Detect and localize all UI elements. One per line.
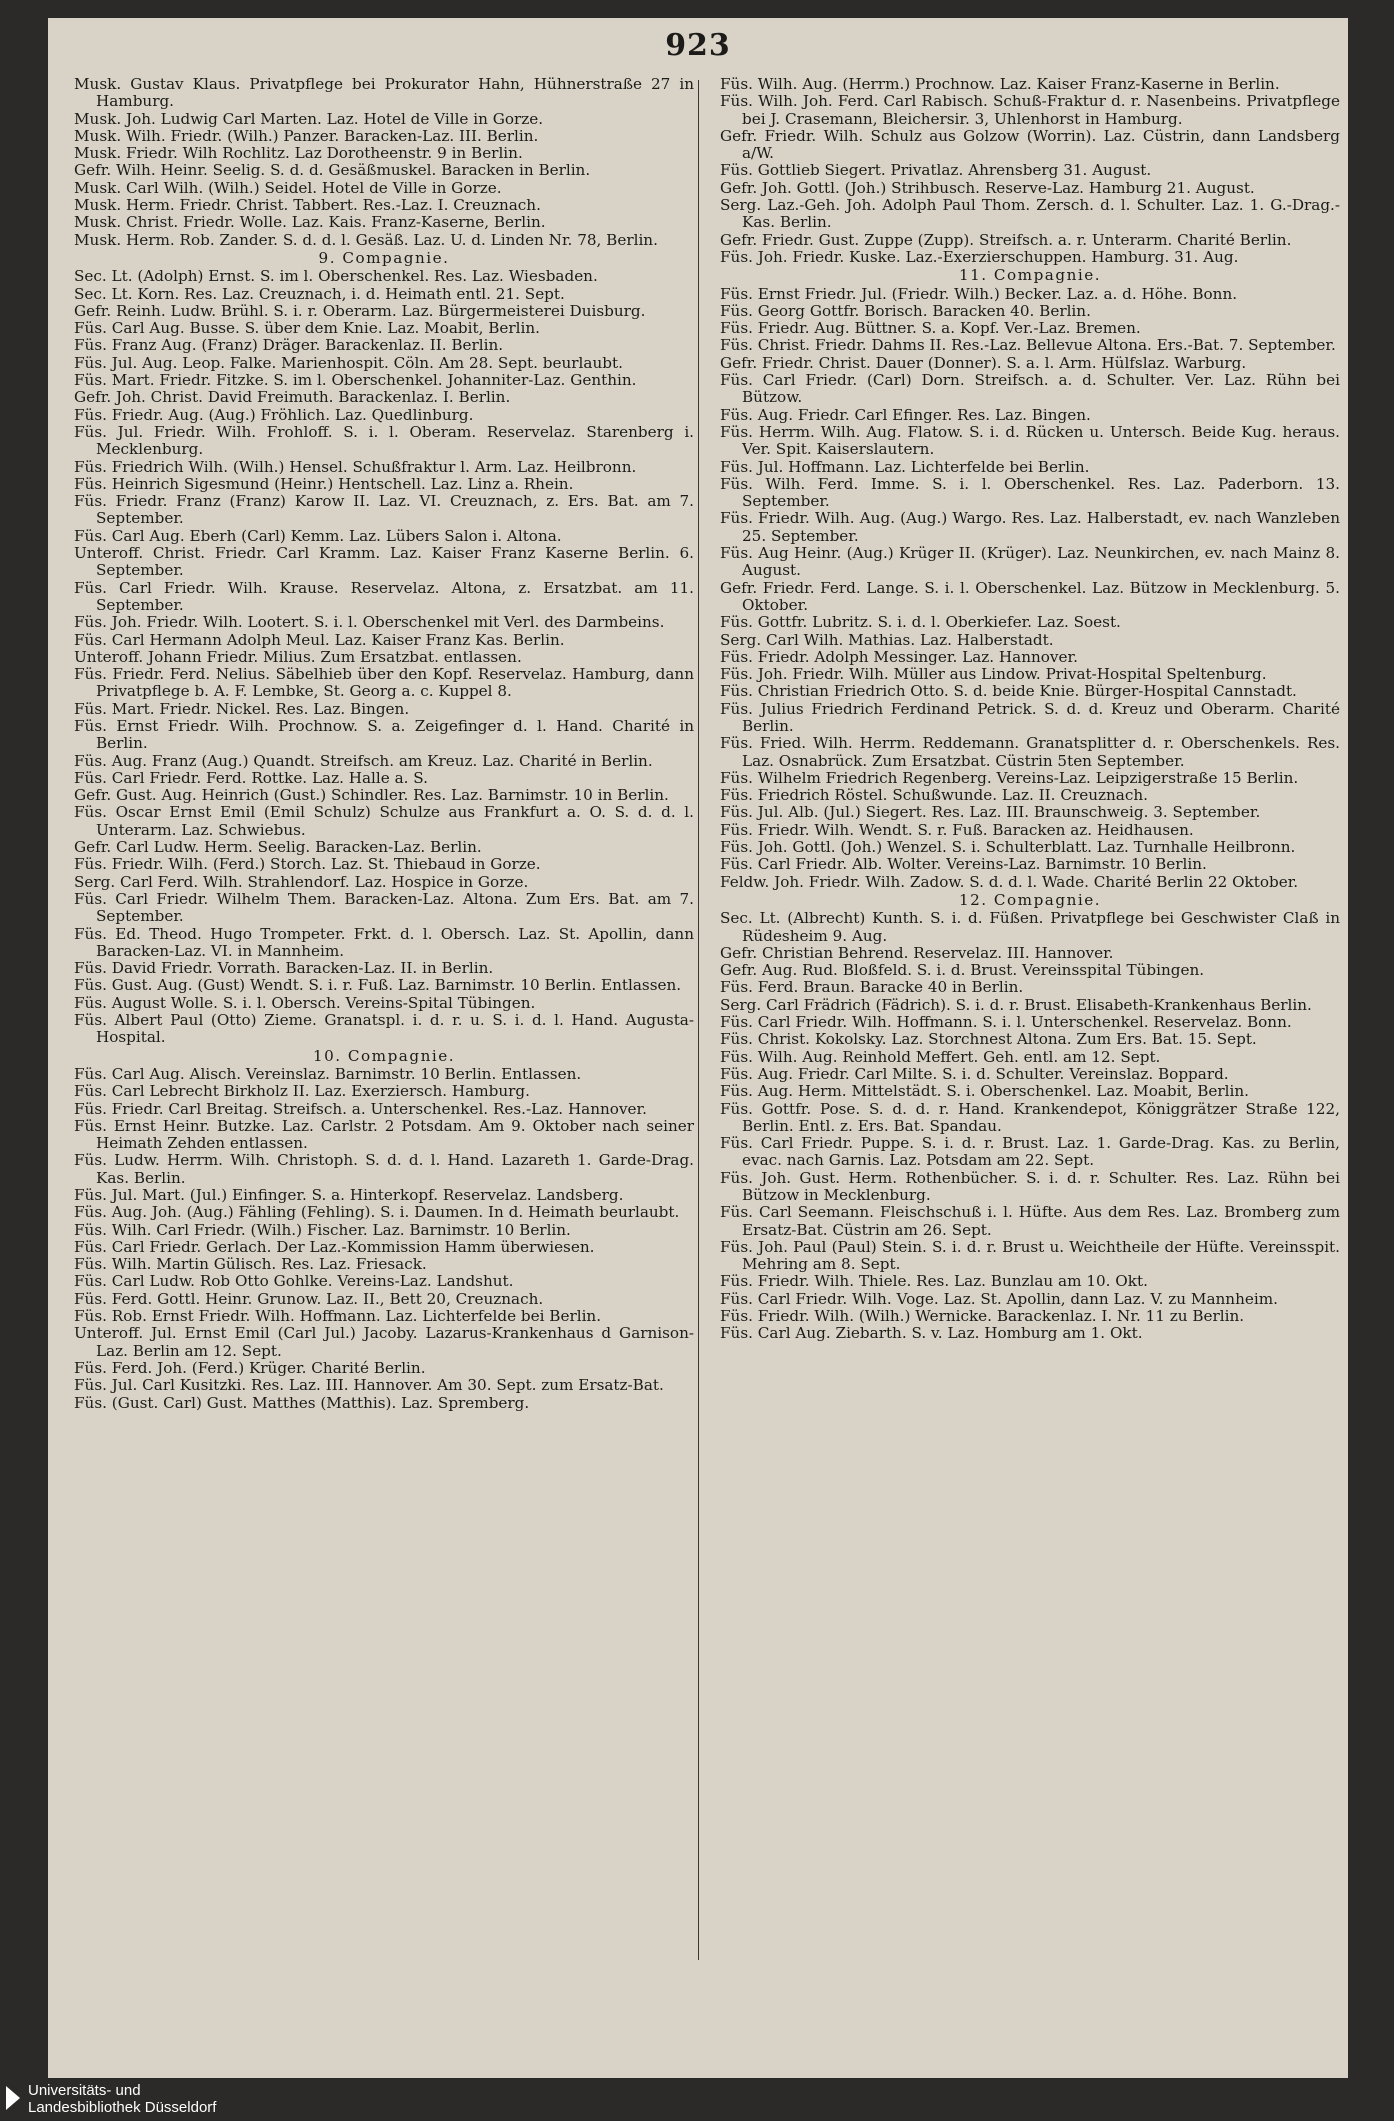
casualty-entry: Füs. Joh. Gust. Herm. Rothenbücher. S. i. d. r. Schulter. Res. Laz. Rühn bei Bützow in Mecklenburg. — [720, 1168, 1340, 1204]
casualty-entry: Füs. Ernst Heinr. Butzke. Laz. Carlstr. 2 Potsdam. Am 9. Oktober nach seiner Heimath Zehden entlassen. — [74, 1116, 694, 1153]
page-number: 923 — [665, 28, 731, 63]
casualty-entry: Füs. Jul. Aug. Leop. Falke. Marienhospit. Cöln. Am 28. Sept. beurlaubt. — [74, 353, 623, 372]
casualty-entry: Unteroff. Johann Friedr. Milius. Zum Ersatzbat. entlassen. — [74, 647, 522, 666]
column-divider — [698, 80, 699, 1960]
casualty-entry: Füs. Carl Friedr. Gerlach. Der Laz.-Kommission Hamm überwiesen. — [74, 1237, 595, 1256]
casualty-entry: Füs. Wilh. Joh. Ferd. Carl Rabisch. Schuß-Fraktur d. r. Nasenbeins. Privatpflege bei J. Crasemann, Bleichersir. 3, Uhlenhorst in Hamburg. — [720, 92, 1340, 128]
casualty-entry: Füs. Aug. Herm. Mittelstädt. S. i. Oberschenkel. Laz. Moabit, Berlin. — [720, 1082, 1249, 1101]
casualty-entry: Füs. Carl Friedr. (Carl) Dorn. Streifsch. a. d. Schulter. Ver. Laz. Rühn bei Bützow. — [720, 371, 1340, 407]
casualty-entry: Füs. Friedr. Adolph Messinger. Laz. Hannover. — [720, 647, 1078, 666]
casualty-entry: Füs. Wilh. Martin Gülisch. Res. Laz. Friesack. — [74, 1255, 427, 1274]
casualty-entry: Füs. Friedr. Wilh. (Ferd.) Storch. Laz. St. Thiebaud in Gorze. — [74, 855, 541, 874]
casualty-entry: Füs. Friedr. Carl Breitag. Streifsch. a. Unterschenkel. Res.-Laz. Hannover. — [74, 1099, 647, 1118]
casualty-entry: Füs. Friedrich Wilh. (Wilh.) Hensel. Schußfraktur l. Arm. Laz. Heilbronn. — [74, 457, 637, 476]
casualty-entry: Füs. Gottfr. Lubritz. S. i. d. l. Oberkiefer. Laz. Soest. — [720, 613, 1121, 632]
casualty-entry: Sec. Lt. (Adolph) Ernst. S. im l. Oberschenkel. Res. Laz. Wiesbaden. — [74, 267, 598, 286]
casualty-entry: Füs. Carl Friedr. Ferd. Rottke. Laz. Halle a. S. — [74, 768, 428, 787]
casualty-entry: Musk. Herm. Friedr. Christ. Tabbert. Res.-Laz. I. Creuznach. — [74, 196, 541, 215]
casualty-entry: Füs. August Wolle. S. i. l. Obersch. Vereins-Spital Tübingen. — [74, 993, 536, 1012]
casualty-entry: Füs. Albert Paul (Otto) Zieme. Granatspl. i. d. r. u. S. i. d. l. Hand. Augusta-Hospital. — [74, 1011, 694, 1047]
casualty-entry: Füs. Joh. Friedr. Wilh. Müller aus Lindow. Privat-Hospital Speltenburg. — [720, 665, 1267, 684]
casualty-entry: Sec. Lt. Korn. Res. Laz. Creuznach, i. d. Heimath entl. 21. Sept. — [74, 284, 565, 303]
casualty-entry: Füs. Ferd. Joh. (Ferd.) Krüger. Charité Berlin. — [74, 1358, 426, 1377]
library-stamp — [0, 2080, 340, 2118]
casualty-entry: Füs. Jul. Alb. (Jul.) Siegert. Res. Laz. III. Braunschweig. 3. September. — [720, 803, 1261, 822]
company-heading: 12. Compagnie. — [958, 890, 1102, 909]
casualty-entry: Füs. David Friedr. Vorrath. Baracken-Laz. II. in Berlin. — [74, 959, 494, 978]
casualty-entry: Füs. Carl Hermann Adolph Meul. Laz. Kaiser Franz Kas. Berlin. — [74, 630, 565, 649]
casualty-entry: Füs. Friedrich Röstel. Schußwunde. Laz. II. Creuznach. — [720, 786, 1148, 805]
casualty-entry: Füs. Ernst Friedr. Wilh. Prochnow. S. a. Zeigefinger d. l. Hand. Charité in Berlin. — [74, 716, 694, 753]
casualty-entry: Füs. Carl Friedr. Puppe. S. i. d. r. Brust. Laz. 1. Garde-Drag. Kas. zu Berlin, evac. nach Garnis. Laz. Potsdam am 22. Sept. — [720, 1134, 1340, 1170]
company-heading: 10. Compagnie. — [312, 1046, 456, 1065]
casualty-entry: Serg. Carl Ferd. Wilh. Strahlendorf. Laz. Hospice in Gorze. — [74, 872, 529, 891]
casualty-entry: Füs. Carl Seemann. Fleischschuß i. l. Hüfte. Aus dem Res. Laz. Bromberg zum Ersatz-Bat. Cüstrin am 26. Sept. — [720, 1203, 1340, 1239]
casualty-entry: Gefr. Joh. Gottl. (Joh.) Strihbusch. Reserve-Laz. Hamburg 21. August. — [720, 178, 1255, 197]
casualty-entry: Gefr. Friedr. Christ. Dauer (Donner). S. a. l. Arm. Hülfslaz. Warburg. — [720, 353, 1247, 372]
casualty-entry: Füs. Christian Friedrich Otto. S. d. beide Knie. Bürger-Hospital Cannstadt. — [720, 682, 1297, 701]
casualty-entry: Unteroff. Jul. Ernst Emil (Carl Jul.) Jacoby. Lazarus-Krankenhaus d Garnison-Laz. Berlin am 12. Sept. — [74, 1324, 694, 1360]
casualty-entry: Füs. Gottlieb Siegert. Privatlaz. Ahrensberg 31. August. — [720, 161, 1152, 180]
casualty-entry: Musk. Carl Wilh. (Wilh.) Seidel. Hotel de Ville in Gorze. — [74, 178, 502, 197]
casualty-entry: Füs. Gust. Aug. (Gust) Wendt. S. i. r. Fuß. Laz. Barnimstr. 10 Berlin. Entlassen. — [74, 976, 682, 995]
casualty-entry: Füs. Georg Gottfr. Borisch. Baracken 40. Berlin. — [720, 301, 1091, 320]
casualty-entry: Füs. Oscar Ernst Emil (Emil Schulz) Schulze aus Frankfurt a. O. S. d. d. l. Unterarm. Laz. Schwiebus. — [74, 803, 694, 839]
casualty-entry: Füs. Jul. Hoffmann. Laz. Lichterfelde bei Berlin. — [720, 457, 1090, 476]
casualty-entry: Füs. Julius Friedrich Ferdinand Petrick. S. d. d. Kreuz und Oberarm. Charité Berlin. — [720, 699, 1340, 735]
casualty-entry: Serg. Laz.-Geh. Joh. Adolph Paul Thom. Zersch. d. l. Schulter. Laz. 1. G.-Drag.-Kas. Berlin. — [720, 196, 1340, 232]
casualty-entry: Füs. Carl Friedr. Wilh. Krause. Reservelaz. Altona, z. Ersatzbat. am 11. September. — [74, 578, 694, 614]
casualty-entry: Füs. Gottfr. Pose. S. d. d. r. Hand. Krankendepot, Königgrätzer Straße 122, Berlin. Entl. z. Ers. Bat. Spandau. — [720, 1099, 1340, 1135]
casualty-entry: Füs. Carl Aug. Ziebarth. S. v. Laz. Homburg am 1. Okt. — [720, 1324, 1143, 1343]
casualty-entry: Musk. Christ. Friedr. Wolle. Laz. Kais. Franz-Kaserne, Berlin. — [74, 213, 546, 232]
casualty-entry: Gefr. Gust. Aug. Heinrich (Gust.) Schindler. Res. Laz. Barnimstr. 10 in Berlin. — [74, 786, 669, 805]
casualty-entry: Füs. Wilhelm Friedrich Regenberg. Vereins-Laz. Leipzigerstraße 15 Berlin. — [720, 768, 1299, 787]
casualty-entry: Füs. Mart. Friedr. Fitzke. S. im l. Oberschenkel. Johanniter-Laz. Genthin. — [74, 371, 637, 390]
casualty-entry: Musk. Gustav Klaus. Privatpflege bei Prokurator Hahn, Hühnerstraße 27 in Hamburg. — [74, 75, 694, 111]
casualty-entry: Füs. Ernst Friedr. Jul. (Friedr. Wilh.) Becker. Laz. a. d. Höhe. Bonn. — [720, 284, 1238, 303]
casualty-entry: Unteroff. Christ. Friedr. Carl Kramm. Laz. Kaiser Franz Kaserne Berlin. 6. September. — [74, 544, 694, 580]
casualty-entry: Füs. Christ. Kokolsky. Laz. Storchnest Altona. Zum Ers. Bat. 15. Sept. — [720, 1030, 1257, 1049]
casualty-entry: Musk. Joh. Ludwig Carl Marten. Laz. Hotel de Ville in Gorze. — [74, 109, 544, 128]
document-page — [48, 18, 1348, 2078]
casualty-entry: Sec. Lt. (Albrecht) Kunth. S. i. d. Füßen. Privatpflege bei Geschwister Claß in Rüdesheim 9. Aug. — [720, 909, 1340, 945]
casualty-entry: Füs. Herrm. Wilh. Aug. Flatow. S. i. d. Rücken u. Untersch. Beide Kug. heraus. Ver. Spit. Kaiserslautern. — [720, 422, 1340, 459]
casualty-entry: Füs. Friedr. Aug. Büttner. S. a. Kopf. Ver.-Laz. Bremen. — [720, 319, 1141, 338]
casualty-entry: Füs. Carl Friedr. Wilh. Voge. Laz. St. Apollin, dann Laz. V. zu Mannheim. — [720, 1289, 1278, 1308]
casualty-entry: Füs. Heinrich Sigesmund (Heinr.) Hentschell. Laz. Linz a. Rhein. — [74, 474, 574, 493]
casualty-entry: Füs. Joh. Friedr. Kuske. Laz.-Exerzierschuppen. Hamburg. 31. Aug. — [720, 247, 1239, 266]
casualty-entry: Füs. Rob. Ernst Friedr. Wilh. Hoffmann. Laz. Lichterfelde bei Berlin. — [74, 1307, 602, 1326]
casualty-entry: Füs. Carl Friedr. Wilh. Hoffmann. S. i. l. Unterschenkel. Reservelaz. Bonn. — [720, 1013, 1292, 1032]
casualty-entry: Füs. Carl Aug. Alisch. Vereinslaz. Barnimstr. 10 Berlin. Entlassen. — [74, 1064, 582, 1083]
casualty-entry: Füs. Aug. Friedr. Carl Efinger. Res. Laz. Bingen. — [720, 405, 1091, 424]
casualty-entry: Gefr. Wilh. Heinr. Seelig. S. d. d. Gesäßmuskel. Baracken in Berlin. — [74, 161, 591, 180]
casualty-entry: Füs. Carl Ludw. Rob Otto Gohlke. Vereins-Laz. Landshut. — [74, 1272, 514, 1291]
casualty-entry: Füs. Friedr. Aug. (Aug.) Fröhlich. Laz. Quedlinburg. — [74, 405, 474, 424]
casualty-entry: Füs. Aug. Joh. (Aug.) Fähling (Fehling). S. i. Daumen. In d. Heimath beurlaubt. — [74, 1203, 680, 1222]
stamp-line-2: Landesbibliothek Düsseldorf — [28, 2099, 217, 2116]
casualty-entry: Füs. Jul. Carl Kusitzki. Res. Laz. III. Hannover. Am 30. Sept. zum Ersatz-Bat. — [74, 1376, 664, 1395]
casualty-entry: Füs. Carl Aug. Eberh (Carl) Kemm. Laz. Lübers Salon i. Altona. — [74, 526, 562, 545]
casualty-entry: Füs. Ferd. Gottl. Heinr. Grunow. Laz. II., Bett 20, Creuznach. — [74, 1289, 544, 1308]
casualty-entry: Füs. Mart. Friedr. Nickel. Res. Laz. Bingen. — [74, 699, 410, 718]
casualty-entry: Musk. Friedr. Wilh Rochlitz. Laz Dorotheenstr. 9 in Berlin. — [74, 144, 523, 163]
casualty-entry: Gefr. Friedr. Gust. Zuppe (Zupp). Streifsch. a. r. Unterarm. Charité Berlin. — [720, 230, 1292, 249]
casualty-entry: Gefr. Carl Ludw. Herm. Seelig. Baracken-Laz. Berlin. — [74, 838, 482, 857]
casualty-entry: Füs. Friedr. Ferd. Nelius. Säbelhieb über den Kopf. Reservelaz. Hamburg, dann Privatpflege b. A. F. Lembke, St. Georg a. c. Kuppel 8. — [74, 665, 694, 701]
stamp-line-1: Universitäts- und — [28, 2082, 141, 2099]
left-column — [74, 76, 694, 1412]
casualty-entry: Füs. Friedr. Wilh. Aug. (Aug.) Wargo. Res. Laz. Halberstadt, ev. nach Wanzleben 25. September. — [720, 509, 1340, 545]
casualty-entry: Füs. Jul. Friedr. Wilh. Frohloff. S. i. l. Oberam. Reservelaz. Starenberg i. Mecklenburg. — [74, 422, 694, 459]
casualty-entry: Gefr. Joh. Christ. David Freimuth. Barackenlaz. I. Berlin. — [74, 388, 511, 407]
casualty-entry: Füs. Joh. Gottl. (Joh.) Wenzel. S. i. Schulterblatt. Laz. Turnhalle Heilbronn. — [720, 838, 1296, 857]
casualty-entry: Füs. Friedr. Wilh. (Wilh.) Wernicke. Barackenlaz. I. Nr. 11 zu Berlin. — [720, 1307, 1245, 1326]
company-heading: 11. Compagnie. — [958, 266, 1102, 285]
casualty-entry: Füs. Wilh. Aug. Reinhold Meffert. Geh. entl. am 12. Sept. — [720, 1047, 1161, 1066]
casualty-entry: Füs. Franz Aug. (Franz) Dräger. Barackenlaz. II. Berlin. — [74, 336, 504, 355]
casualty-entry: Füs. (Gust. Carl) Gust. Matthes (Matthis). Laz. Spremberg. — [74, 1393, 530, 1412]
casualty-entry: Füs. Wilh. Ferd. Imme. S. i. l. Oberschenkel. Res. Laz. Paderborn. 13. September. — [720, 474, 1340, 511]
casualty-entry: Füs. Friedr. Wilh. Thiele. Res. Laz. Bunzlau am 10. Okt. — [720, 1272, 1148, 1291]
casualty-entry: Füs. Aug. Friedr. Carl Milte. S. i. d. Schulter. Vereinslaz. Boppard. — [720, 1064, 1229, 1083]
casualty-entry: Gefr. Aug. Rud. Bloßfeld. S. i. d. Brust. Vereinsspital Tübingen. — [720, 961, 1205, 980]
casualty-entry: Füs. Wilh. Carl Friedr. (Wilh.) Fischer. Laz. Barnimstr. 10 Berlin. — [74, 1220, 571, 1239]
casualty-entry: Füs. Friedr. Wilh. Wendt. S. r. Fuß. Baracken az. Heidhausen. — [720, 820, 1194, 839]
casualty-entry: Füs. Wilh. Aug. (Herrm.) Prochnow. Laz. Kaiser Franz-Kaserne in Berlin. — [720, 75, 1280, 93]
casualty-entry: Gefr. Christian Behrend. Reservelaz. III. Hannover. — [720, 943, 1114, 962]
casualty-entry: Füs. Friedr. Franz (Franz) Karow II. Laz. VI. Creuznach, z. Ers. Bat. am 7. September. — [74, 492, 694, 528]
library-logo-icon — [4, 2084, 22, 2112]
casualty-entry: Gefr. Friedr. Wilh. Schulz aus Golzow (Worrin). Laz. Cüstrin, dann Landsberg a/W. — [720, 126, 1340, 163]
casualty-entry: Füs. Aug. Franz (Aug.) Quandt. Streifsch. am Kreuz. Laz. Charité in Berlin. — [74, 751, 653, 770]
casualty-entry: Musk. Herm. Rob. Zander. S. d. d. l. Gesäß. Laz. U. d. Linden Nr. 78, Berlin. — [74, 230, 658, 249]
casualty-entry: Füs. Carl Lebrecht Birkholz II. Laz. Exerziersch. Hamburg. — [74, 1082, 530, 1101]
casualty-entry: Musk. Wilh. Friedr. (Wilh.) Panzer. Baracken-Laz. III. Berlin. — [74, 126, 539, 145]
company-heading: 9. Compagnie. — [318, 248, 450, 267]
casualty-entry: Serg. Carl Wilh. Mathias. Laz. Halberstadt. — [720, 630, 1054, 649]
casualty-entry: Füs. Aug Heinr. (Aug.) Krüger II. (Krüger). Laz. Neunkirchen, ev. nach Mainz 8. August. — [720, 544, 1340, 580]
casualty-entry: Füs. Ed. Theod. Hugo Trompeter. Frkt. d. l. Obersch. Laz. St. Apollin, dann Baracken-Laz. VI. in Mannheim. — [74, 924, 694, 960]
casualty-entry: Füs. Ludw. Herrm. Wilh. Christoph. S. d. d. l. Hand. Lazareth 1. Garde-Drag. Kas. Berlin. — [74, 1151, 694, 1187]
casualty-entry: Gefr. Reinh. Ludw. Brühl. S. i. r. Oberarm. Laz. Bürgermeisterei Duisburg. — [74, 301, 646, 320]
casualty-entry: Füs. Carl Aug. Busse. S. über dem Knie. Laz. Moabit, Berlin. — [74, 319, 540, 338]
casualty-entry: Feldw. Joh. Friedr. Wilh. Zadow. S. d. d. l. Wade. Charité Berlin 22 Oktober. — [720, 872, 1299, 891]
casualty-entry: Füs. Joh. Friedr. Wilh. Lootert. S. i. l. Oberschenkel mit Verl. des Darmbeins. — [74, 613, 665, 632]
casualty-entry: Füs. Ferd. Braun. Baracke 40 in Berlin. — [720, 978, 1024, 997]
right-column — [720, 76, 1340, 1343]
casualty-entry: Füs. Fried. Wilh. Herrm. Reddemann. Granatsplitter d. r. Oberschenkels. Res. Laz. Osnabrück. Zum Ersatzbat. Cüstrin 5ten September. — [720, 734, 1340, 770]
casualty-entry: Füs. Joh. Paul (Paul) Stein. S. i. d. r. Brust u. Weichtheile der Hüfte. Vereinsspit. Mehring am 8. Sept. — [720, 1237, 1340, 1274]
casualty-entry: Füs. Carl Friedr. Alb. Wolter. Vereins-Laz. Barnimstr. 10 Berlin. — [720, 855, 1207, 874]
casualty-entry: Füs. Jul. Mart. (Jul.) Einfinger. S. a. Hinterkopf. Reservelaz. Landsberg. — [74, 1186, 624, 1204]
casualty-entry: Serg. Carl Frädrich (Fädrich). S. i. d. r. Brust. Elisabeth-Krankenhaus Berlin. — [720, 995, 1312, 1014]
casualty-entry: Füs. Christ. Friedr. Dahms II. Res.-Laz. Bellevue Altona. Ers.-Bat. 7. September. — [720, 336, 1336, 355]
casualty-entry: Gefr. Friedr. Ferd. Lange. S. i. l. Oberschenkel. Laz. Bützow in Mecklenburg. 5. Oktober. — [720, 578, 1340, 614]
casualty-entry: Füs. Carl Friedr. Wilhelm Them. Baracken-Laz. Altona. Zum Ers. Bat. am 7. September. — [74, 889, 694, 926]
